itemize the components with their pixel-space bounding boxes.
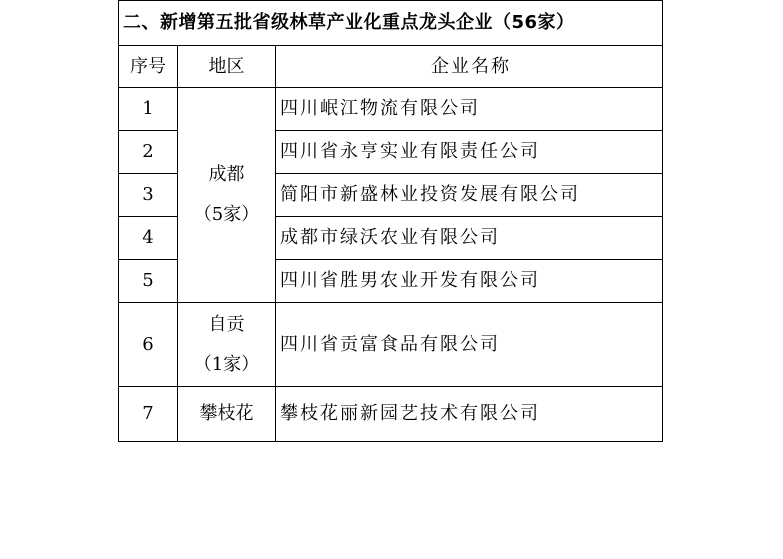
row-company: 简阳市新盛林业投资发展有限公司 (276, 174, 663, 217)
row-company: 四川省胜男农业开发有限公司 (276, 260, 663, 303)
region-name: 自贡 (208, 313, 245, 335)
region-cell (178, 387, 276, 442)
region-count: （1家） (193, 353, 260, 375)
region-cell (178, 88, 276, 303)
row-no: 2 (119, 131, 178, 174)
region-name: 成都 (208, 164, 245, 185)
table-row (119, 88, 663, 131)
region-name: 攀枝花 (199, 403, 254, 424)
row-no: 7 (119, 387, 178, 442)
enterprise-table (118, 0, 663, 442)
row-company: 攀枝花丽新园艺技术有限公司 (276, 387, 663, 442)
row-company: 四川省永亨实业有限责任公司 (276, 131, 663, 174)
row-no: 1 (119, 88, 178, 131)
region-count: （5家） (193, 204, 260, 225)
section-title: 二、新增第五批省级林草产业化重点龙头企业（56家） (119, 1, 663, 46)
row-no: 5 (119, 260, 178, 303)
row-no: 3 (119, 174, 178, 217)
table-row (119, 303, 663, 387)
region-cell (178, 303, 276, 387)
row-no: 4 (119, 217, 178, 260)
header-name: 企业名称 (276, 46, 663, 88)
header-row (119, 46, 663, 88)
title-row (119, 1, 663, 46)
row-company: 四川岷江物流有限公司 (276, 88, 663, 131)
row-company: 成都市绿沃农业有限公司 (276, 217, 663, 260)
header-no: 序号 (119, 46, 178, 88)
header-region: 地区 (178, 46, 276, 88)
row-company: 四川省贡富食品有限公司 (276, 303, 663, 387)
table-row (119, 387, 663, 442)
row-no: 6 (119, 303, 178, 387)
